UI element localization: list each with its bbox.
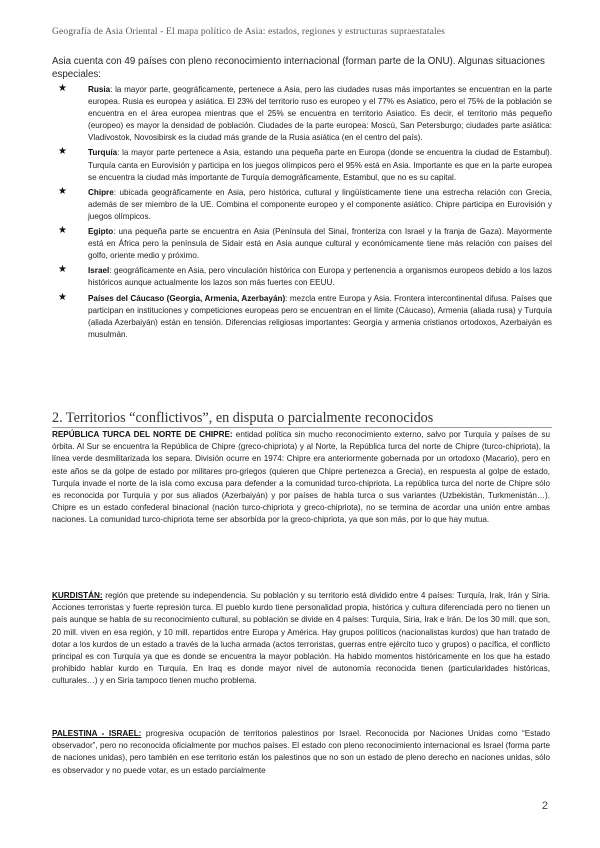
special-cases-list [52, 84, 552, 344]
list-item [52, 147, 552, 183]
paragraph-chipre-norte [52, 429, 550, 527]
list-item [52, 226, 552, 262]
section-title: 2. Territorios “conflictivos”, en disputa o parcialmente reconocidos [52, 410, 552, 428]
star-bullet-icon: ★ [58, 185, 67, 197]
case-name: Israel [88, 266, 110, 276]
page-number: 2 [541, 800, 548, 812]
star-bullet-icon: ★ [58, 291, 67, 303]
list-item [52, 187, 552, 223]
case-text: : geográficamente en Asia, pero vinculación histórica con Europa y pertenencia a organismos europeos debido a los lazos históricos aunque actualmente los lazos son más fuertes con EEUU. [88, 266, 552, 288]
paragraph-text: región que pretende su independencia. Su población y su territorio está dividido entre 4 países: Turquía, Irak, Irán y Siria. Acciones terroristas y fuerte represión turca. El pueblo kurdo tiene personalidad propia, histórica y cultura diferenciada pero no tienen un país aunque se habla de su reconocimiento cultural, su población se divide en 4 países: Turquía, Siria, Irak e Irán. De los 30 mill. que son, 20 mill. viven en esa región, y 10 mill. repartidos entre Europa y América. Hay grupos políticos (nacionalistas kurdos) que han tratado de dotar a los kurdos de un estado a través de la lucha armada (actos terroristas, guerras entre ejército tuco y grupos) o pacífica, el conflicto principal es con Turquía ya que es donde se encuentra la mayor población. Ha habido momentos históricamente en los que ha estado prohibido hablar kurdo en Turquía. En Iraq es donde mayor nivel de autonomía reconocida tienen (particularidades históricas, culturales…) y en Siria tampoco tienen mucho problema. [52, 591, 550, 686]
paragraph-lead: PALESTINA - ISRAEL: [52, 729, 142, 738]
paragraph-text: entidad política sin mucho reconocimiento externo, salvo por Turquía y países de su órbita. Al Sur se encuentra la República de Chipre (greco-chipriota) y al Norte, la República turca del norte de Chipre (turco-chipriota), la línea verde desmilitarizada los separa. División ocurre en 1974: Chipre era anteriormente gobernada por un ortodoxo (Macario), pero en este años se da golpe de estado por militares pro-griegos (quieren que Chipre pertenezca a Grecia), en respuesta al golpe de estado, Turquía invade el norte de la isla como excusa para defender a la comunidad turco-chipriota. La república turca del norte de Chipre sólo es reconocida por Turquía y por sus aliados (Azerbaiyán) y por países de habla turca o sus variantes (Uzbekistán, Turkmenistán…). Chipre es un estado confederal binacional (nación turco-chipriota y greco-chipriota), no se termina de acordar una unión entre ambas naciones. La comunidad turco-chipriota teme ser absorbida por la greco-chipriota, ya que son más, por lo que hay mutua. [52, 430, 550, 525]
list-item [52, 265, 552, 289]
star-bullet-icon: ★ [58, 264, 67, 276]
case-text: : la mayor parte pertenece a Asia, estando una pequeña parte en Europa (donde se encuentra la ciudad de Estambul). Turquía canta en Eurovisión y participa en los juegos olímpicos pero el 95% está en Asia. Importante es que en la parte europea se encuentra la ciudad más importante de Turquía demográficamente, Estambul, que no es su capital. [88, 148, 552, 182]
paragraph-kurdistan [52, 590, 550, 688]
case-text: : la mayor parte, geográficamente, pertenece a Asia, pero las ciudades rusas más importantes se encuentran en la parte europea. Rusia es europea y asiática. El 23% del territorio ruso es europeo y el 77% es Asiatico, pero el 75% de la población se encuentra en el área europea mientras que el 25% se encuentra en territorio Asiatico. Es decir, el territorio más pequeño (europeo) es mayor la densidad de población. Ciudades de la parte europea: Moscú, San Petersburgo; ciudades parte asiática: Vladivostok, Novosibirsk es la ciudad más grande de la Rusia asiática (en el centro del país). [88, 85, 552, 143]
case-text: : ubicada geográficamente en Asia, pero histórica, cultural y lingüísticamente tiene una estrecha relación con Grecia, además de ser miembro de la UE. Combina el componente europeo y el componente asiático. Chipre participa en Eurovisión y juegos olímpicos. [88, 187, 552, 221]
paragraph-lead: REPÚBLICA TURCA DEL NORTE DE CHIPRE: [52, 430, 233, 439]
star-bullet-icon: ★ [58, 146, 67, 158]
case-name: Chipre [88, 187, 114, 197]
list-item [52, 84, 552, 144]
case-name: Países del Cáucaso (Georgia, Armenia, Azerbayán) [88, 293, 286, 303]
paragraph-lead: KURDISTÁN: [52, 591, 103, 600]
case-name: Rusia [88, 85, 111, 94]
case-name: Egipto [88, 227, 114, 237]
page-header: Geografía de Asia Oriental - El mapa político de Asia: estados, regiones y estructuras supraestatales [52, 26, 445, 37]
star-bullet-icon: ★ [58, 83, 67, 94]
list-item [52, 293, 552, 341]
intro-paragraph: Asia cuenta con 49 países con pleno reconocimiento internacional (forman parte de la ONU). Algunas situaciones especiales: [52, 56, 545, 80]
paragraph-palestina-israel [52, 728, 550, 777]
case-text: : una pequeña parte se encuentra en Asia (Península del Sinaí, fronteriza con Israel y la franja de Gaza). Mayormente está en África pero la península de Sidair está en Asia aunque cultural y económicamente tiene más relación con países del golfo, oriente medio y próximo. [88, 227, 552, 261]
paragraph-text: progresiva ocupación de territorios palestinos por Israel. Reconocida por Naciones Unidas como “Estado observador”, pero no reconocida oficialmente por muchos países. El estado con pleno reconocimiento internacional es Israel (forma parte de naciones unidas), pero también en ese territorio están los palestinos que no son un estado de pleno derecho en naciones unidas, sólo es observador y no puede votar, es un estado parcialmente [52, 729, 551, 775]
star-bullet-icon: ★ [58, 225, 67, 237]
case-text: : mezcla entre Europa y Asia. Frontera intercontinental difusa. Países que participan en instituciones y competiciones europeas pero se encuentran en el límite (Cáucaso), Armenia (aliada rusa) y Turquía (aliada Azerbaiyán) están en tensión. Diferencias religiosas importantes: Georgia y armenia cristianos ortodoxos, Azerbaiyán es musulmán. [88, 293, 553, 339]
case-name: Turquía [88, 148, 118, 158]
